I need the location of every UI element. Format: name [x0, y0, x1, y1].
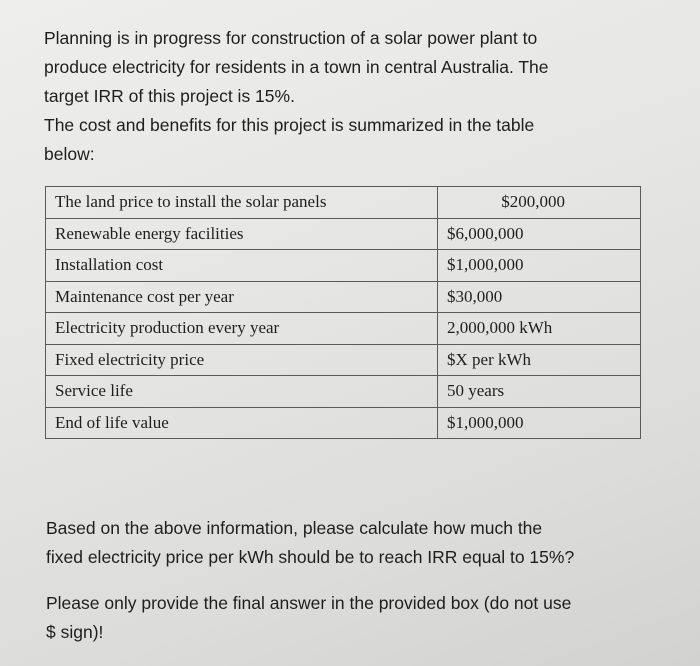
row-value: $6,000,000	[438, 218, 641, 250]
row-label: Service life	[46, 376, 438, 408]
row-label: Renewable energy facilities	[46, 218, 438, 250]
table-row	[46, 218, 641, 250]
row-value: $200,000	[438, 187, 641, 219]
question-paragraph	[46, 514, 686, 572]
question-text	[46, 514, 686, 647]
instruction-line: Please only provide the final answer in the provided box (do not use	[46, 593, 572, 613]
intro-line: below:	[44, 144, 95, 164]
instruction-paragraph	[46, 589, 686, 647]
intro-line: The cost and benefits for this project is summarized in the table	[44, 115, 535, 135]
intro-line: produce electricity for residents in a town in central Australia. The	[44, 57, 549, 77]
row-label: Installation cost	[46, 250, 438, 282]
table-row	[46, 344, 641, 376]
intro-line: target IRR of this project is 15%.	[44, 86, 295, 106]
question-line: fixed electricity price per kWh should be to reach IRR equal to 15%?	[46, 547, 575, 567]
intro-text	[44, 24, 684, 169]
table-row	[46, 281, 641, 313]
table-row	[46, 313, 641, 345]
row-value: $30,000	[438, 281, 641, 313]
row-value: 2,000,000 kWh	[438, 313, 641, 345]
row-value: $1,000,000	[438, 250, 641, 282]
question-line: Based on the above information, please calculate how much the	[46, 518, 543, 538]
table-row	[46, 250, 641, 282]
row-label: Electricity production every year	[46, 313, 438, 345]
row-label: The land price to install the solar panels	[46, 187, 438, 219]
table-row	[46, 376, 641, 408]
intro-line: Planning is in progress for construction of a solar power plant to	[44, 28, 538, 48]
instruction-line: $ sign)!	[46, 622, 104, 642]
row-value: $X per kWh	[438, 344, 641, 376]
row-label: Fixed electricity price	[46, 344, 438, 376]
row-value: 50 years	[438, 376, 641, 408]
row-label: Maintenance cost per year	[46, 281, 438, 313]
cost-benefit-table	[45, 186, 641, 439]
table-row	[46, 407, 641, 439]
row-label: End of life value	[46, 407, 438, 439]
row-value: $1,000,000	[438, 407, 641, 439]
table-row	[46, 187, 641, 219]
